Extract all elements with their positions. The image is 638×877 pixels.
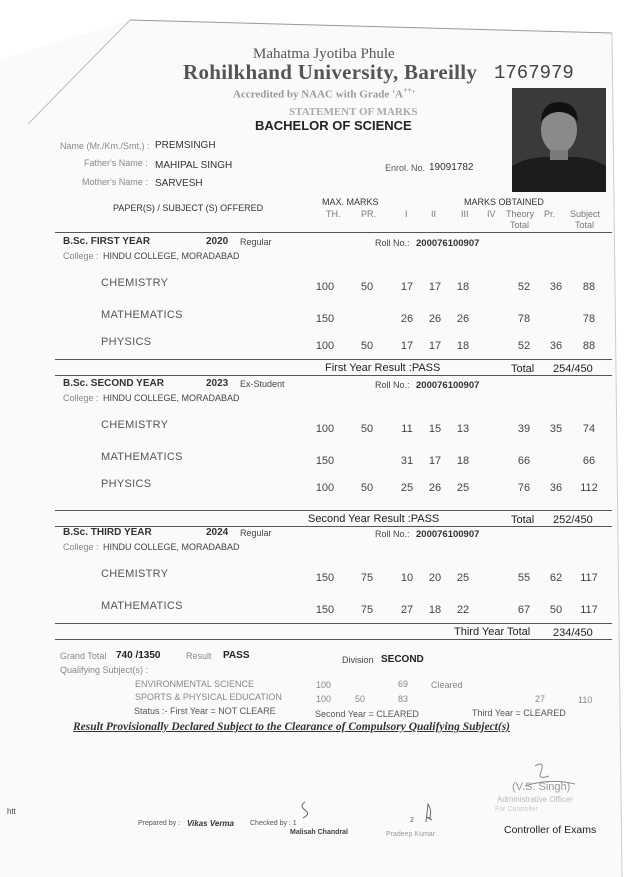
year-title: B.Sc. FIRST YEAR bbox=[63, 236, 151, 247]
mark-theory: 76 bbox=[517, 482, 531, 494]
exam-type: Regular bbox=[240, 528, 272, 538]
env-max: 100 bbox=[316, 680, 332, 690]
mark-prac: 36 bbox=[549, 482, 563, 494]
subject-name: CHEMISTRY bbox=[101, 419, 169, 431]
sports-prac: 27 bbox=[535, 694, 546, 704]
exam-type: Ex-Student bbox=[240, 379, 285, 389]
mark-th: 150 bbox=[315, 572, 335, 584]
checker-1: Malisah Chandral bbox=[290, 829, 348, 836]
year-total: 252/450 bbox=[553, 514, 593, 526]
col-theory-total-2: Total bbox=[510, 220, 530, 230]
col-subject-total-2: Total bbox=[575, 220, 595, 230]
mother-name: SARVESH bbox=[155, 178, 203, 189]
year-rule-bottom bbox=[55, 639, 612, 640]
mark-theory: 66 bbox=[517, 455, 531, 467]
header-rule bbox=[55, 232, 612, 233]
college-name: HINDU COLLEGE, MORADABAD bbox=[103, 393, 240, 403]
mark-total: 74 bbox=[582, 423, 596, 435]
col-marks-obtained: MARKS OBTAINED bbox=[464, 197, 544, 207]
year-title: B.Sc. THIRD YEAR bbox=[63, 527, 152, 538]
mark-total: 88 bbox=[582, 281, 596, 293]
checker-initial-2 bbox=[418, 800, 438, 824]
env-status: Cleared bbox=[431, 680, 463, 690]
prepared-label: Prepared by : bbox=[138, 820, 181, 827]
mark-i: 27 bbox=[400, 604, 414, 616]
student-name: PREMSINGH bbox=[155, 140, 216, 151]
sports-pr: 50 bbox=[355, 694, 366, 704]
mark-theory: 52 bbox=[517, 281, 531, 293]
mark-total: 112 bbox=[580, 482, 598, 494]
qualifying-label: Qualifying Subject(s) : bbox=[60, 665, 149, 675]
year-result: Third Year Total bbox=[454, 626, 531, 638]
mark-iii: 26 bbox=[456, 313, 470, 325]
mark-iii: 22 bbox=[456, 604, 470, 616]
roll-number: 200076100907 bbox=[416, 238, 480, 249]
name-label: Name (Mr./Km./Smt.) : bbox=[60, 141, 150, 151]
subject-name: CHEMISTRY bbox=[101, 277, 169, 289]
mark-i: 17 bbox=[400, 281, 414, 293]
mark-total: 66 bbox=[582, 455, 596, 467]
subject-name: PHYSICS bbox=[101, 478, 152, 490]
division-label: Division bbox=[342, 655, 374, 665]
subject-name: MATHEMATICS bbox=[101, 600, 183, 612]
roll-number: 200076100907 bbox=[416, 380, 480, 391]
mark-ii: 17 bbox=[428, 455, 442, 467]
status-first: Status :- First Year = NOT CLEARE bbox=[134, 706, 276, 716]
mark-prac: 50 bbox=[549, 604, 563, 616]
controller-label: Controller of Exams bbox=[504, 824, 597, 836]
mark-i: 25 bbox=[400, 482, 414, 494]
result-value: PASS bbox=[223, 650, 250, 661]
mark-total: 117 bbox=[580, 604, 598, 616]
mark-pr: 50 bbox=[360, 423, 374, 435]
mark-th: 150 bbox=[315, 313, 335, 325]
mark-ii: 20 bbox=[428, 572, 442, 584]
mark-ii: 18 bbox=[428, 604, 442, 616]
col-subject-total: Subject bbox=[570, 209, 601, 219]
mark-total: 117 bbox=[580, 572, 598, 584]
provisional-note: Result Provisionally Declared Subject to the Clearance of Compulsory Qualifying Subject(s) bbox=[73, 721, 510, 733]
mark-ii: 17 bbox=[428, 340, 442, 352]
status-third: Third Year = CLEARED bbox=[472, 708, 566, 718]
mark-pr: 75 bbox=[360, 604, 374, 616]
father-name: MAHIPAL SINGH bbox=[155, 160, 233, 171]
exam-year: 2023 bbox=[206, 378, 229, 389]
college-label: College : bbox=[63, 393, 99, 403]
mark-i: 17 bbox=[400, 340, 414, 352]
enrol-number: 19091782 bbox=[429, 162, 474, 173]
checker-2: Pradeep Kumar bbox=[386, 831, 436, 838]
checker-initial-1 bbox=[295, 800, 315, 822]
exam-year: 2024 bbox=[206, 527, 229, 538]
col-max-marks: MAX. MARKS bbox=[322, 197, 379, 207]
mark-pr: 75 bbox=[360, 572, 374, 584]
mark-iii: 18 bbox=[456, 281, 470, 293]
sports-name: SPORTS & PHYSICAL EDUCATION bbox=[135, 692, 282, 702]
sports-total: 110 bbox=[578, 695, 593, 705]
mark-ii: 15 bbox=[428, 423, 442, 435]
year-result: Second Year Result :PASS bbox=[308, 513, 440, 525]
year-total-label: Total bbox=[511, 514, 535, 526]
mark-prac: 36 bbox=[549, 281, 563, 293]
header-line1: Mahatma Jyotiba Phule bbox=[253, 46, 395, 62]
mark-theory: 39 bbox=[517, 423, 531, 435]
serial-number: 1767979 bbox=[494, 62, 574, 84]
year-title: B.Sc. SECOND YEAR bbox=[63, 378, 164, 389]
mark-ii: 17 bbox=[428, 281, 442, 293]
roll-number: 200076100907 bbox=[416, 529, 480, 540]
checked-label: Checked by : 1 bbox=[250, 820, 297, 827]
prepared-by: Vikas Verma bbox=[187, 819, 234, 828]
subject-name: MATHEMATICS bbox=[101, 451, 183, 463]
col-pr: PR. bbox=[361, 209, 377, 219]
mark-ii: 26 bbox=[428, 313, 442, 325]
roll-label: Roll No.: bbox=[375, 380, 410, 390]
division-value: SECOND bbox=[381, 654, 424, 665]
year-result: First Year Result :PASS bbox=[325, 362, 441, 374]
col-iii: III bbox=[461, 209, 469, 219]
mark-th: 100 bbox=[315, 340, 335, 352]
sports-obtained: 83 bbox=[398, 694, 409, 704]
mark-iii: 18 bbox=[456, 340, 470, 352]
status-second: Second Year = CLEARED bbox=[315, 709, 419, 719]
col-ii: II bbox=[431, 209, 437, 219]
university-name: Rohilkhand University, Bareilly bbox=[183, 60, 478, 84]
signatory-name: (V.S. Singh) bbox=[512, 781, 571, 793]
mark-theory: 78 bbox=[517, 313, 531, 325]
result-label: Result bbox=[186, 651, 212, 661]
college-label: College : bbox=[63, 542, 99, 552]
mark-iii: 13 bbox=[456, 423, 470, 435]
mark-ii: 26 bbox=[428, 482, 442, 494]
mother-label: Mother's Name : bbox=[82, 177, 148, 187]
col-i: I bbox=[405, 209, 408, 219]
left-stub: htt bbox=[7, 807, 16, 816]
mark-pr: 50 bbox=[360, 482, 374, 494]
mark-total: 88 bbox=[582, 340, 596, 352]
college-name: HINDU COLLEGE, MORADABAD bbox=[103, 542, 240, 552]
col-iv: IV bbox=[487, 209, 496, 219]
mark-i: 26 bbox=[400, 313, 414, 325]
sports-max: 100 bbox=[316, 694, 332, 704]
col-th: TH. bbox=[326, 209, 341, 219]
mark-i: 11 bbox=[401, 423, 413, 435]
year-rule bbox=[55, 623, 612, 624]
grand-total-label: Grand Total bbox=[60, 651, 107, 661]
mark-theory: 67 bbox=[517, 604, 531, 616]
father-label: Father's Name : bbox=[84, 158, 148, 168]
mark-pr: 50 bbox=[360, 281, 374, 293]
enrol-label: Enrol. No. bbox=[385, 163, 426, 173]
exam-year: 2020 bbox=[206, 236, 229, 247]
mark-th: 100 bbox=[315, 281, 335, 293]
mark-theory: 52 bbox=[517, 340, 531, 352]
grand-total: 740 /1350 bbox=[116, 650, 161, 661]
col-theory-total: Theory bbox=[506, 209, 535, 219]
mark-th: 100 bbox=[315, 423, 335, 435]
signatory-title: Administrative Officer bbox=[497, 795, 573, 804]
env-obtained: 69 bbox=[398, 679, 409, 689]
subject-name: CHEMISTRY bbox=[101, 568, 169, 580]
accreditation: Accredited by NAAC with Grade 'A++' bbox=[233, 86, 416, 101]
student-photo bbox=[512, 88, 606, 192]
env-name: ENVIRONMENTAL SCIENCE bbox=[135, 679, 255, 689]
subject-name: MATHEMATICS bbox=[101, 309, 183, 321]
checker-number-2: 2 bbox=[410, 817, 414, 824]
mark-th: 100 bbox=[315, 482, 335, 494]
mark-i: 31 bbox=[400, 455, 414, 467]
mark-i: 10 bbox=[400, 572, 414, 584]
year-rule bbox=[55, 510, 612, 511]
roll-label: Roll No.: bbox=[375, 238, 410, 248]
mark-iii: 25 bbox=[456, 482, 470, 494]
college-name: HINDU COLLEGE, MORADABAD bbox=[103, 251, 240, 261]
year-rule bbox=[55, 359, 612, 360]
year-total: 234/450 bbox=[553, 627, 593, 639]
mark-prac: 62 bbox=[549, 572, 563, 584]
mark-total: 78 bbox=[582, 313, 596, 325]
year-rule-bottom bbox=[55, 375, 612, 376]
mark-iii: 25 bbox=[456, 572, 470, 584]
mark-theory: 55 bbox=[517, 572, 531, 584]
col-pr-obtained: Pr. bbox=[544, 209, 556, 219]
year-total-label: Total bbox=[511, 363, 535, 375]
college-label: College : bbox=[63, 251, 99, 261]
mark-iii: 18 bbox=[456, 455, 470, 467]
subject-name: PHYSICS bbox=[101, 336, 152, 348]
mark-prac: 35 bbox=[549, 423, 563, 435]
statement-title: STATEMENT OF MARKS bbox=[289, 106, 418, 118]
mark-th: 150 bbox=[315, 455, 335, 467]
degree-title: BACHELOR OF SCIENCE bbox=[255, 118, 412, 133]
col-paper: PAPER(S) / SUBJECT (S) OFFERED bbox=[113, 203, 264, 213]
mark-prac: 36 bbox=[549, 340, 563, 352]
roll-label: Roll No.: bbox=[375, 529, 410, 539]
year-total: 254/450 bbox=[553, 363, 593, 375]
mark-th: 150 bbox=[315, 604, 335, 616]
mark-pr: 50 bbox=[360, 340, 374, 352]
exam-type: Regular bbox=[240, 237, 272, 247]
signatory-title-2: For Controller bbox=[495, 806, 538, 813]
